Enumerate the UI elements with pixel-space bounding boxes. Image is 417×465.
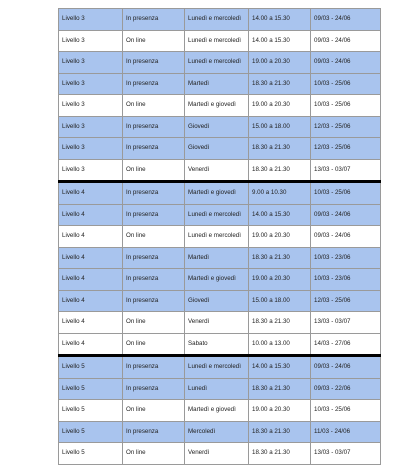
level-cell: Livello 4 xyxy=(59,290,123,312)
time-cell: 19.00 a 20.30 xyxy=(249,226,311,248)
mode-cell: In presenza xyxy=(123,356,185,379)
mode-cell: On line xyxy=(123,95,185,117)
mode-cell: On line xyxy=(123,226,185,248)
mode-cell: On line xyxy=(123,30,185,52)
level-cell: Livello 3 xyxy=(59,116,123,138)
mode-cell: In presenza xyxy=(123,378,185,400)
level-cell: Livello 5 xyxy=(59,378,123,400)
table-row xyxy=(59,247,381,269)
days-cell: Sabato xyxy=(185,333,249,356)
period-cell: 09/03 - 22/06 xyxy=(311,378,381,400)
table-row xyxy=(59,226,381,248)
period-cell: 10/03 - 25/06 xyxy=(311,182,381,205)
mode-cell: In presenza xyxy=(123,204,185,226)
period-cell: 12/03 - 25/06 xyxy=(311,138,381,160)
days-cell: Lunedì e mercoledì xyxy=(185,9,249,31)
table-row xyxy=(59,269,381,291)
level-cell: Livello 3 xyxy=(59,159,123,182)
course-schedule-sheet xyxy=(58,8,380,465)
time-cell: 18.30 a 21.30 xyxy=(249,312,311,334)
time-cell: 14.00 a 15.30 xyxy=(249,30,311,52)
period-cell: 09/03 - 24/06 xyxy=(311,204,381,226)
days-cell: Venerdì xyxy=(185,443,249,465)
mode-cell: On line xyxy=(123,443,185,465)
days-cell: Lunedì e mercoledì xyxy=(185,356,249,379)
table-row xyxy=(59,356,381,379)
level-cell: Livello 3 xyxy=(59,95,123,117)
period-cell: 12/03 - 25/06 xyxy=(311,290,381,312)
time-cell: 18.30 a 21.30 xyxy=(249,138,311,160)
table-row xyxy=(59,159,381,182)
period-cell: 10/03 - 23/06 xyxy=(311,269,381,291)
level-cell: Livello 3 xyxy=(59,30,123,52)
time-cell: 9.00 a 10.30 xyxy=(249,182,311,205)
table-row xyxy=(59,204,381,226)
mode-cell: In presenza xyxy=(123,52,185,74)
time-cell: 18.30 a 21.30 xyxy=(249,159,311,182)
mode-cell: In presenza xyxy=(123,182,185,205)
mode-cell: On line xyxy=(123,400,185,422)
days-cell: Martedì e giovedì xyxy=(185,95,249,117)
time-cell: 15.00 a 18.00 xyxy=(249,290,311,312)
table-row xyxy=(59,9,381,31)
time-cell: 15.00 a 18.00 xyxy=(249,116,311,138)
days-cell: Giovedì xyxy=(185,116,249,138)
table-row xyxy=(59,73,381,95)
mode-cell: In presenza xyxy=(123,9,185,31)
days-cell: Lunedì xyxy=(185,378,249,400)
mode-cell: On line xyxy=(123,333,185,356)
mode-cell: In presenza xyxy=(123,290,185,312)
level-cell: Livello 4 xyxy=(59,204,123,226)
period-cell: 11/03 - 24/06 xyxy=(311,421,381,443)
time-cell: 19.00 a 20.30 xyxy=(249,400,311,422)
days-cell: Lunedì e mercoledì xyxy=(185,204,249,226)
days-cell: Venerdì xyxy=(185,159,249,182)
time-cell: 19.00 a 20.30 xyxy=(249,52,311,74)
table-row xyxy=(59,421,381,443)
schedule-table-body xyxy=(59,9,381,465)
course-schedule-table xyxy=(58,8,381,465)
days-cell: Lunedì e mercoledì xyxy=(185,30,249,52)
table-row xyxy=(59,312,381,334)
period-cell: 10/03 - 23/06 xyxy=(311,247,381,269)
time-cell: 14.00 a 15.30 xyxy=(249,356,311,379)
time-cell: 18.30 a 21.30 xyxy=(249,443,311,465)
mode-cell: On line xyxy=(123,312,185,334)
level-cell: Livello 3 xyxy=(59,73,123,95)
time-cell: 10.00 a 13.00 xyxy=(249,333,311,356)
level-cell: Livello 4 xyxy=(59,312,123,334)
days-cell: Lunedì e mercoledì xyxy=(185,226,249,248)
table-row xyxy=(59,290,381,312)
time-cell: 18.30 a 21.30 xyxy=(249,378,311,400)
period-cell: 10/03 - 25/06 xyxy=(311,95,381,117)
days-cell: Giovedì xyxy=(185,138,249,160)
days-cell: Mercoledì xyxy=(185,421,249,443)
table-row xyxy=(59,378,381,400)
table-row xyxy=(59,400,381,422)
level-cell: Livello 3 xyxy=(59,9,123,31)
mode-cell: In presenza xyxy=(123,421,185,443)
mode-cell: In presenza xyxy=(123,73,185,95)
level-cell: Livello 5 xyxy=(59,400,123,422)
days-cell: Martedì e giovedì xyxy=(185,269,249,291)
days-cell: Martedì e giovedì xyxy=(185,400,249,422)
period-cell: 13/03 - 03/07 xyxy=(311,443,381,465)
mode-cell: On line xyxy=(123,159,185,182)
period-cell: 14/03 - 27/06 xyxy=(311,333,381,356)
mode-cell: In presenza xyxy=(123,138,185,160)
table-row xyxy=(59,182,381,205)
table-row xyxy=(59,116,381,138)
period-cell: 09/03 - 24/06 xyxy=(311,52,381,74)
period-cell: 09/03 - 24/06 xyxy=(311,226,381,248)
mode-cell: In presenza xyxy=(123,269,185,291)
table-row xyxy=(59,52,381,74)
days-cell: Giovedì xyxy=(185,290,249,312)
period-cell: 12/03 - 25/06 xyxy=(311,116,381,138)
table-row xyxy=(59,333,381,356)
table-row xyxy=(59,95,381,117)
time-cell: 18.30 a 21.30 xyxy=(249,73,311,95)
level-cell: Livello 5 xyxy=(59,443,123,465)
days-cell: Martedì xyxy=(185,247,249,269)
time-cell: 19.00 a 20.30 xyxy=(249,95,311,117)
table-row xyxy=(59,30,381,52)
level-cell: Livello 4 xyxy=(59,333,123,356)
period-cell: 13/03 - 03/07 xyxy=(311,312,381,334)
level-cell: Livello 3 xyxy=(59,138,123,160)
time-cell: 19.00 a 20.30 xyxy=(249,269,311,291)
table-row xyxy=(59,443,381,465)
days-cell: Venerdì xyxy=(185,312,249,334)
table-row xyxy=(59,138,381,160)
days-cell: Lunedì e mercoledì xyxy=(185,52,249,74)
period-cell: 09/03 - 24/06 xyxy=(311,9,381,31)
period-cell: 09/03 - 24/06 xyxy=(311,356,381,379)
level-cell: Livello 4 xyxy=(59,226,123,248)
mode-cell: In presenza xyxy=(123,116,185,138)
time-cell: 14.00 a 15.30 xyxy=(249,204,311,226)
level-cell: Livello 3 xyxy=(59,52,123,74)
mode-cell: In presenza xyxy=(123,247,185,269)
level-cell: Livello 4 xyxy=(59,269,123,291)
period-cell: 09/03 - 24/06 xyxy=(311,30,381,52)
period-cell: 13/03 - 03/07 xyxy=(311,159,381,182)
days-cell: Martedì xyxy=(185,73,249,95)
level-cell: Livello 5 xyxy=(59,421,123,443)
period-cell: 10/03 - 25/06 xyxy=(311,400,381,422)
days-cell: Martedì e giovedì xyxy=(185,182,249,205)
time-cell: 18.30 a 21.30 xyxy=(249,247,311,269)
time-cell: 18.30 a 21.30 xyxy=(249,421,311,443)
level-cell: Livello 4 xyxy=(59,247,123,269)
time-cell: 14.00 a 15.30 xyxy=(249,9,311,31)
level-cell: Livello 4 xyxy=(59,182,123,205)
level-cell: Livello 5 xyxy=(59,356,123,379)
period-cell: 10/03 - 25/06 xyxy=(311,73,381,95)
